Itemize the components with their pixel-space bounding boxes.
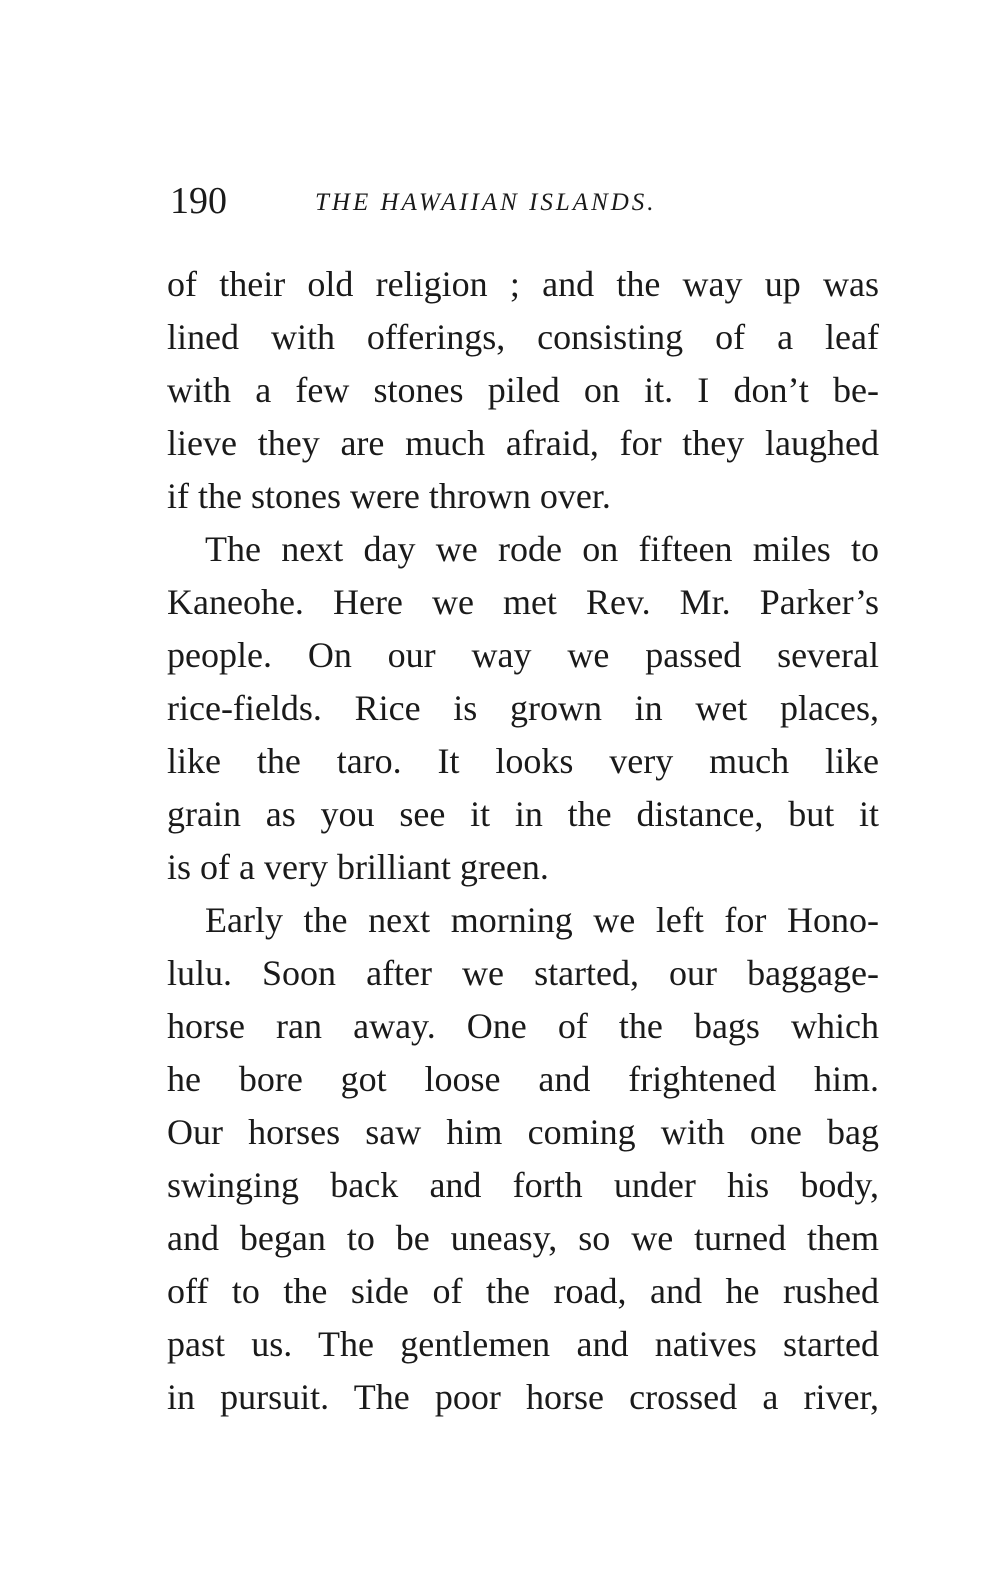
text-line: rice-fields. Rice is grown in wet places,: [167, 688, 879, 728]
text-line: Early the next morning we left for Hono-: [205, 900, 879, 940]
text-line: Kaneohe. Here we met Rev. Mr. Parker’s: [167, 582, 879, 622]
running-title: THE HAWAIIAN ISLANDS.: [315, 189, 657, 216]
text-line: lined with offerings, consisting of a leaf: [167, 317, 879, 357]
text-line: with a few stones piled on it. I don’t be-: [167, 370, 879, 410]
text-line: lieve they are much afraid, for they laughed: [167, 423, 879, 463]
text-line: and began to be uneasy, so we turned them: [167, 1218, 879, 1258]
page-header: [170, 178, 890, 228]
text-line: is of a very brilliant green.: [167, 847, 549, 887]
text-line: off to the side of the road, and he rushed: [167, 1271, 879, 1311]
text-line: if the stones were thrown over.: [167, 476, 611, 516]
page-number: 190: [170, 180, 227, 222]
text-line: horse ran away. One of the bags which: [167, 1006, 879, 1046]
text-line: grain as you see it in the distance, but it: [167, 794, 879, 834]
text-line: in pursuit. The poor horse crossed a river,: [167, 1377, 879, 1417]
text-line: he bore got loose and frightened him.: [167, 1059, 879, 1099]
text-line: lulu. Soon after we started, our baggage-: [167, 953, 879, 993]
text-line: past us. The gentlemen and natives started: [167, 1324, 879, 1364]
text-line: The next day we rode on fifteen miles to: [205, 529, 879, 569]
text-line: of their old religion ; and the way up was: [167, 264, 879, 304]
text-line: like the taro. It looks very much like: [167, 741, 879, 781]
text-line: people. On our way we passed several: [167, 635, 879, 675]
text-line: Our horses saw him coming with one bag: [167, 1112, 879, 1152]
text-line: swinging back and forth under his body,: [167, 1165, 879, 1205]
